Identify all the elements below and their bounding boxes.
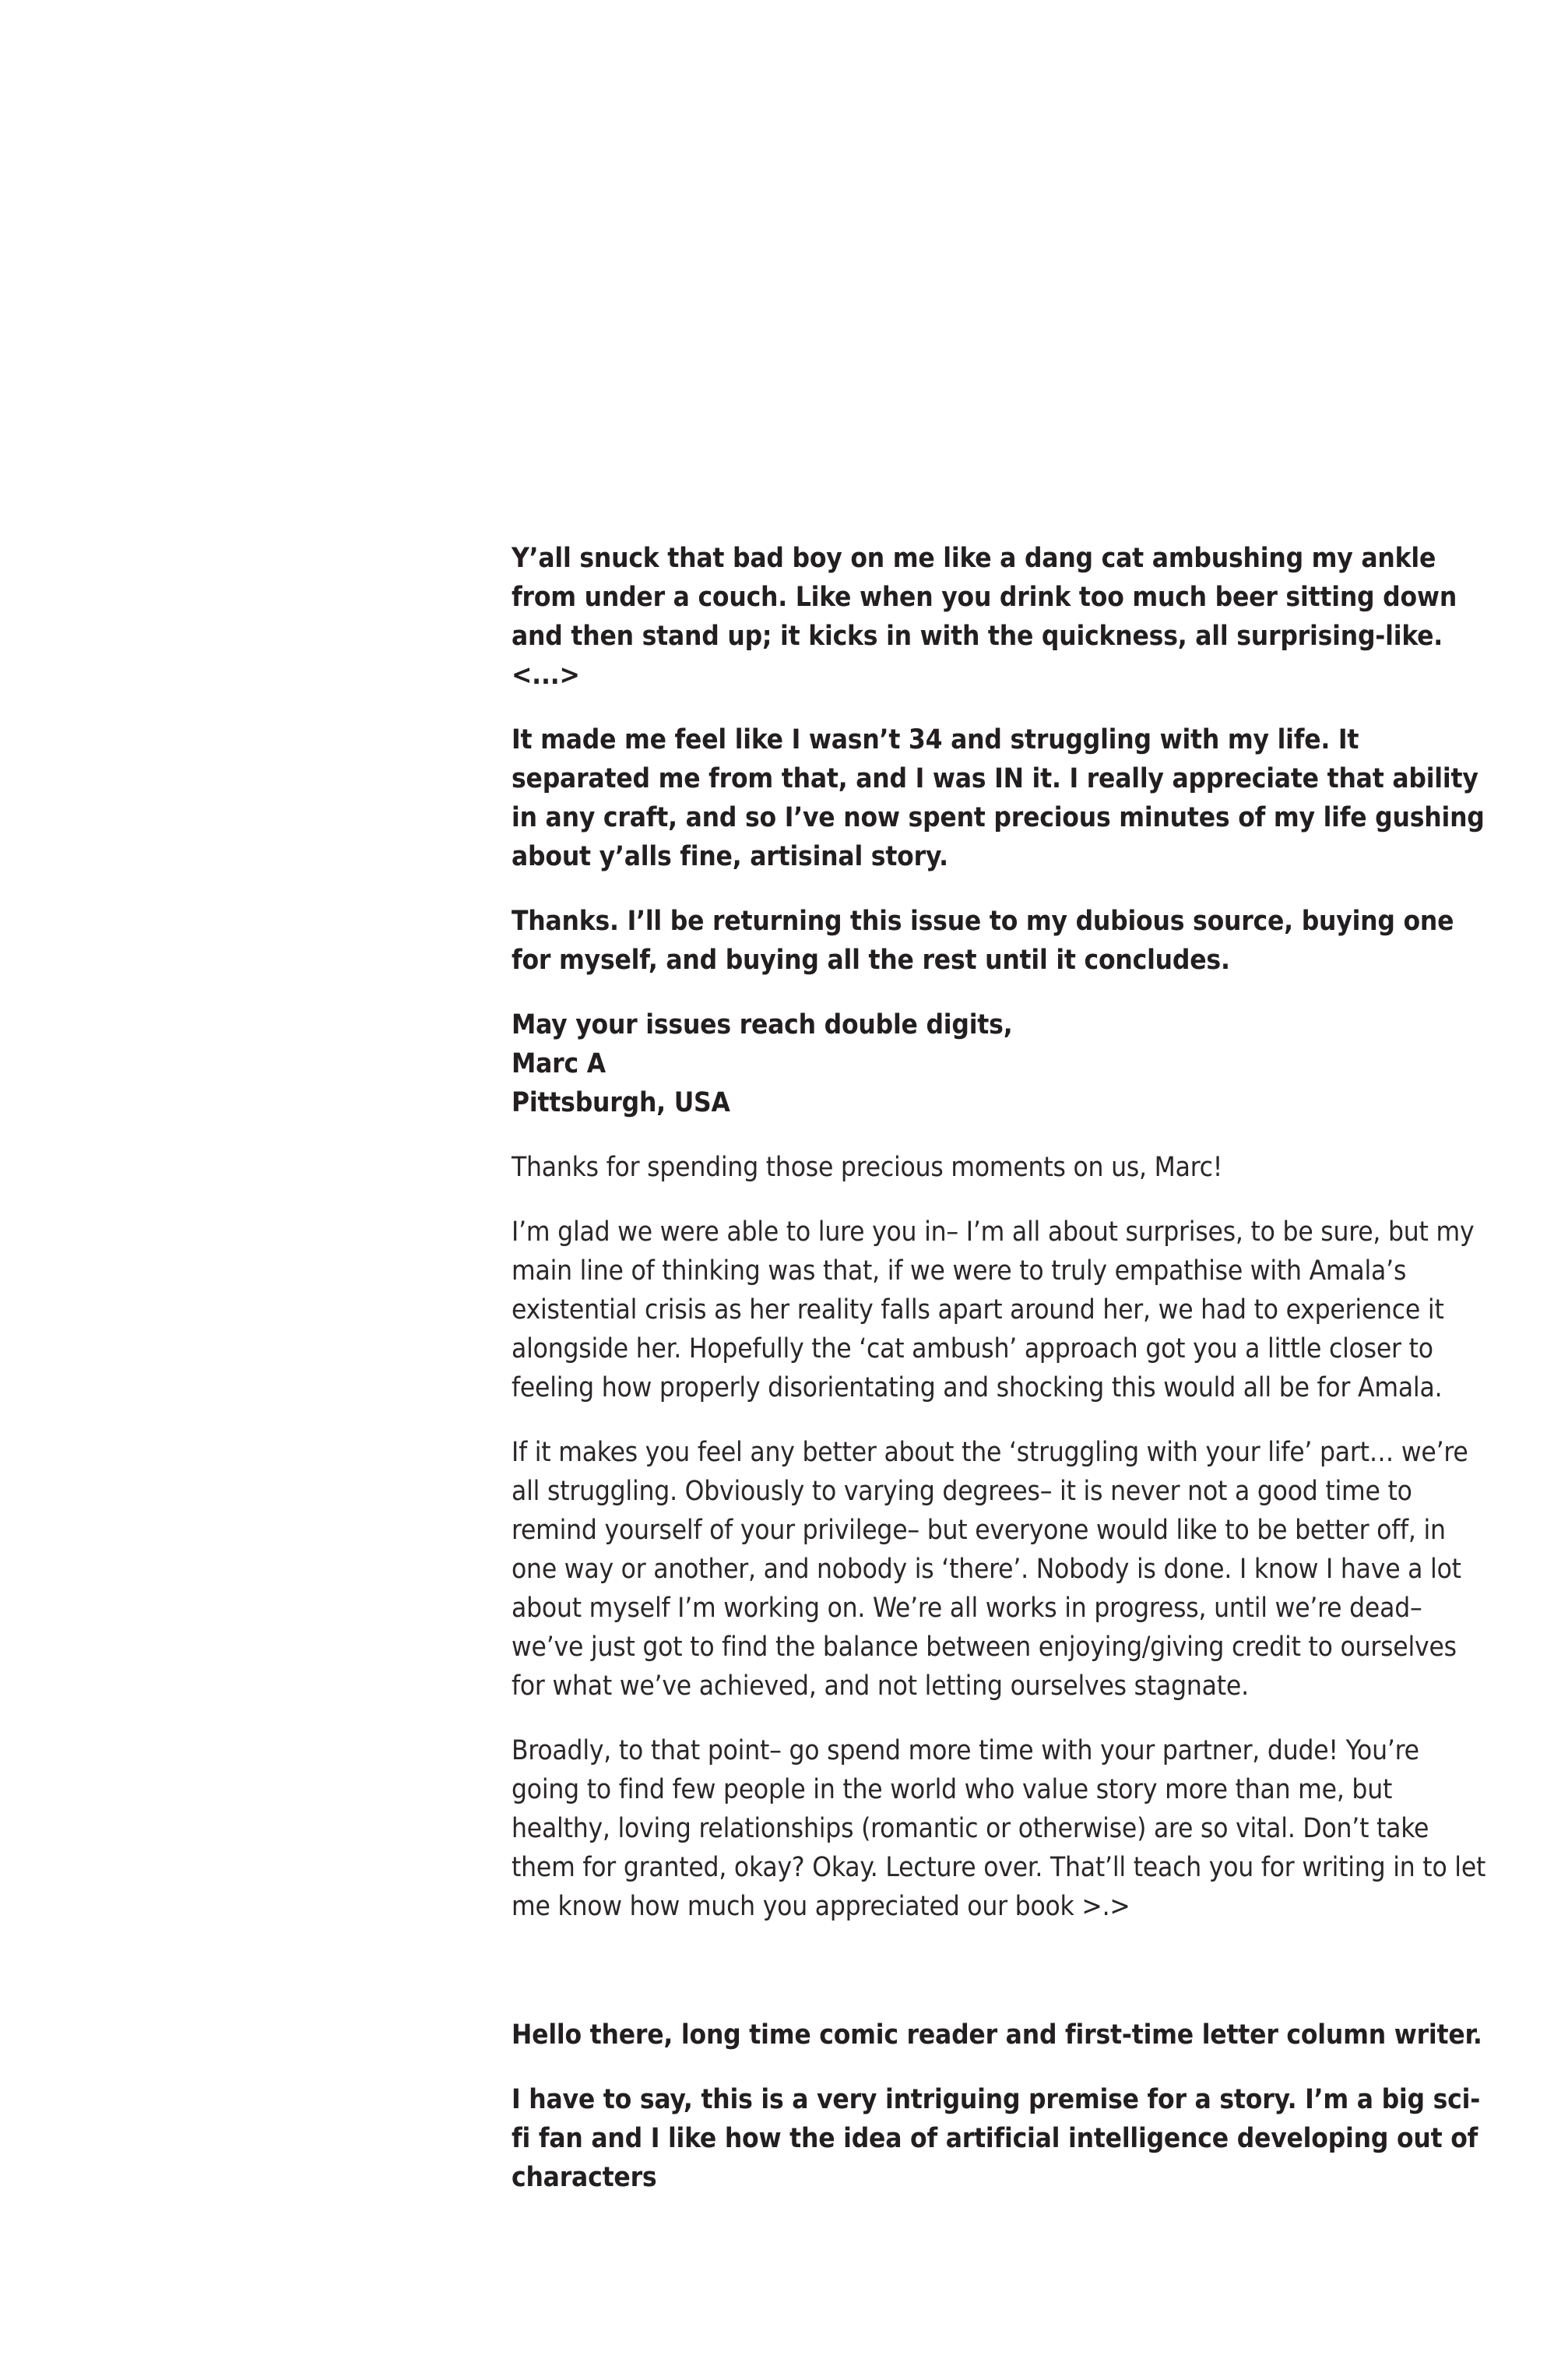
section-spacer [512, 1952, 1493, 2016]
letter-paragraph: Hello there, long time comic reader and first-time letter column writer. [512, 2019, 1482, 2051]
reply-paragraph: Broadly, to that point– go spend more time with your partner, dude! You’re going to find few people in the world who value story more than me, but healthy, loving relationships (romantic or otherwise) are so vital. Don’t take them for granted, okay? Okay. Lecture over. That’ll teach you for writing in to let me know how much you appreciated our book >.> [512, 1735, 1486, 1922]
letter-paragraph: It made me feel like I wasn’t 34 and struggling with my life. It separated me from that, and I was IN it. I really appreciate that ability in any craft, and so I’ve now spent precious minutes of my life gushing about y’alls fine, artisinal story. [512, 724, 1485, 872]
signature-name: Marc A [512, 1048, 606, 1079]
letter-marc [512, 539, 1493, 1122]
signature-closing: May your issues reach double digits, [512, 1009, 1013, 1040]
letter-paragraph: I have to say, this is a very intriguing premise for a story. I’m a big sci-fi fan and I like how the idea of artificial intelligence developing out of characters [512, 2084, 1481, 2193]
letter-paragraph: Y’all snuck that bad boy on me like a dang cat ambushing my ankle from under a couch. Like when you drink too much beer sitting down and then stand up; it kicks in with the quickness, all surprising-like. <...> [512, 543, 1457, 691]
reply-paragraph: Thanks for spending those precious moments on us, Marc! [512, 1152, 1223, 1183]
letters-column [512, 539, 1493, 2223]
reply-paragraph: If it makes you feel any better about the ‘struggling with your life’ part… we’re all struggling. Obviously to varying degrees– it is never not a good time to remind yourself of your privilege– but everyone would like to be better off, in one way or another, and nobody is ‘there’. Nobody is done. I know I have a lot about myself I’m working on. We’re all works in progress, until we’re dead– we’ve just got to find the balance between enjoying/giving credit to ourselves for what we’ve achieved, and not letting ourselves stagnate. [512, 1437, 1468, 1702]
letter-signature [512, 1005, 1493, 1122]
reply-paragraph: I’m glad we were able to lure you in– I’m all about surprises, to be sure, but my main line of thinking was that, if we were to truly empathise with Amala’s existential crisis as her reality falls apart around her, we had to experience it alongside her. Hopefully the ‘cat ambush’ approach got you a little closer to feeling how properly disorientating and shocking this would all be for Amala. [512, 1216, 1475, 1403]
letter-second [512, 2016, 1493, 2197]
letter-paragraph: Thanks. I’ll be returning this issue to my dubious source, buying one for myself, and buying all the rest until it concludes. [512, 906, 1454, 976]
signature-location: Pittsburgh, USA [512, 1087, 730, 1118]
editor-reply [512, 1148, 1493, 1926]
